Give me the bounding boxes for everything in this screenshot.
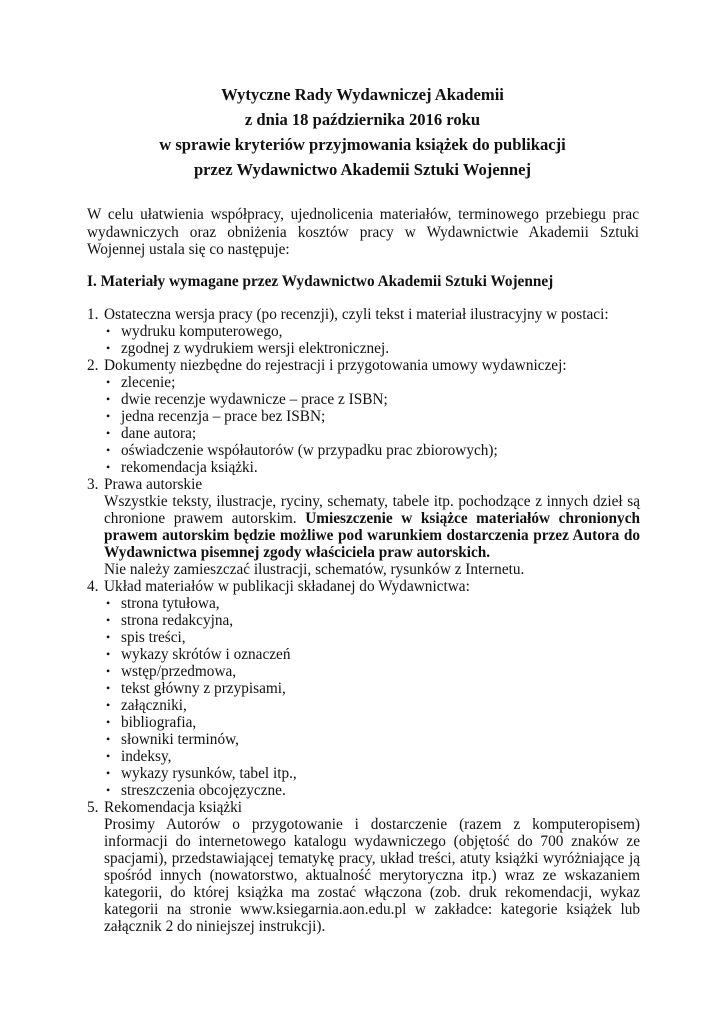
bullet-item: • zgodnej z wydrukiem wersji elektronicznej. (104, 340, 640, 357)
bullet-item: • zlecenie; (104, 374, 640, 391)
title-line-3: w sprawie kryteriów przyjmowania książek do publikacji (159, 135, 566, 154)
bullet-item: • spis treści, (104, 629, 640, 646)
list-item-1 (87, 306, 640, 357)
item-number: 2. (87, 357, 99, 374)
bullet-item: • rekomendacja książki. (104, 459, 640, 476)
intro-paragraph: W celu ułatwienia współpracy, ujednolicenia materiałów, terminowego przebiegu prac wydawniczych oraz obniżenia kosztów pracy w Wydawnictwie Akademii Sztuki Wojennej ustala się co następuje: (87, 206, 639, 258)
item-label: Rekomendacja książki (104, 799, 243, 816)
title-line-1: Wytyczne Rady Wydawniczej Akademii (221, 85, 504, 104)
bullet-item: • załączniki, (104, 697, 640, 714)
bullet-item: • słowniki terminów, (104, 731, 640, 748)
internet-note: Nie należy zamieszczać ilustracji, schematów, rysunków z Internetu. (104, 561, 525, 578)
bullet-item: • indeksy, (104, 748, 640, 765)
bullet-item: • strona tytułowa, (104, 595, 640, 612)
copyright-paragraph (104, 493, 640, 561)
item-label: Prawa autorskie (104, 476, 203, 493)
bullet-list (104, 374, 640, 476)
bullet-item: • oświadczenie współautorów (w przypadku prac zbiorowych); (104, 442, 640, 459)
requirements-list (87, 306, 640, 935)
bullet-item: • streszczenia obcojęzyczne. (104, 782, 640, 799)
copyright-bold-text: Umieszczenie w książce materiałów chronionych prawem autorskim będzie możliwe pod warunkiem dostarczenia przez Autora do Wydawnictwa pisemnej zgody właściciela praw autorskich. (104, 510, 640, 561)
bullet-list (104, 595, 640, 799)
document-title (0, 82, 725, 182)
bullet-item: • wykazy skrótów i oznaczeń (104, 646, 640, 663)
item-label: Dokumenty niezbędne do rejestracji i przygotowania umowy wydawniczej: (104, 357, 567, 374)
bullet-item: • jedna recenzja – prace bez ISBN; (104, 408, 640, 425)
list-item-5 (87, 799, 640, 935)
bullet-item: • tekst główny z przypisami, (104, 680, 640, 697)
recommendation-paragraph: Prosimy Autorów o przygotowanie i dostarczenie (razem z komputeropisem) informacji do internetowego katalogu wydawniczego (objętość do 700 znaków ze spacjami), przedstawiającej tematykę pracy, układ treści, atuty książki wyróżniające ją spośród innych (nowatorstwo, aktualność merytoryczna itp.) wraz ze wskazaniem kategorii, do której książka ma zostać włączona (zob. druk rekomendacji, wykaz kategorii na stronie www.ksiegarnia.aon.edu.pl w zakładce: kategorie książek lub załącznik 2 do niniejszej instrukcji). (104, 816, 640, 935)
bullet-item: • strona redakcyjna, (104, 612, 640, 629)
title-line-4: przez Wydawnictwo Akademii Sztuki Wojennej (193, 160, 532, 179)
item-number: 4. (87, 578, 99, 595)
item-number: 5. (87, 799, 99, 816)
title-line-2: z dnia 18 października 2016 roku (244, 110, 481, 129)
bullet-item: • bibliografia, (104, 714, 640, 731)
section-heading: I. Materiały wymagane przez Wydawnictwo Akademii Sztuki Wojennej (87, 273, 554, 290)
bullet-item: • wykazy rysunków, tabel itp., (104, 765, 640, 782)
bullet-item: • dwie recenzje wydawnicze – prace z ISBN; (104, 391, 640, 408)
item-number: 3. (87, 476, 99, 493)
item-label: Ostateczna wersja pracy (po recenzji), czyli tekst i materiał ilustracyjny w postaci: (104, 306, 609, 323)
list-item-4 (87, 578, 640, 799)
bullet-item: • wstęp/przedmowa, (104, 663, 640, 680)
bullet-item: • dane autora; (104, 425, 640, 442)
list-item-2 (87, 357, 640, 476)
item-number: 1. (87, 306, 99, 323)
copyright-text: Wszystkie teksty, ilustracje, ryciny, schematy, tabele itp. pochodzące z innych dzieł są chronione prawem autorskim. (104, 493, 640, 527)
item-label: Układ materiałów w publikacji składanej do Wydawnictwa: (104, 578, 470, 595)
bullet-list (104, 323, 640, 357)
bullet-item: • wydruku komputerowego, (104, 323, 640, 340)
list-item-3 (87, 476, 640, 578)
